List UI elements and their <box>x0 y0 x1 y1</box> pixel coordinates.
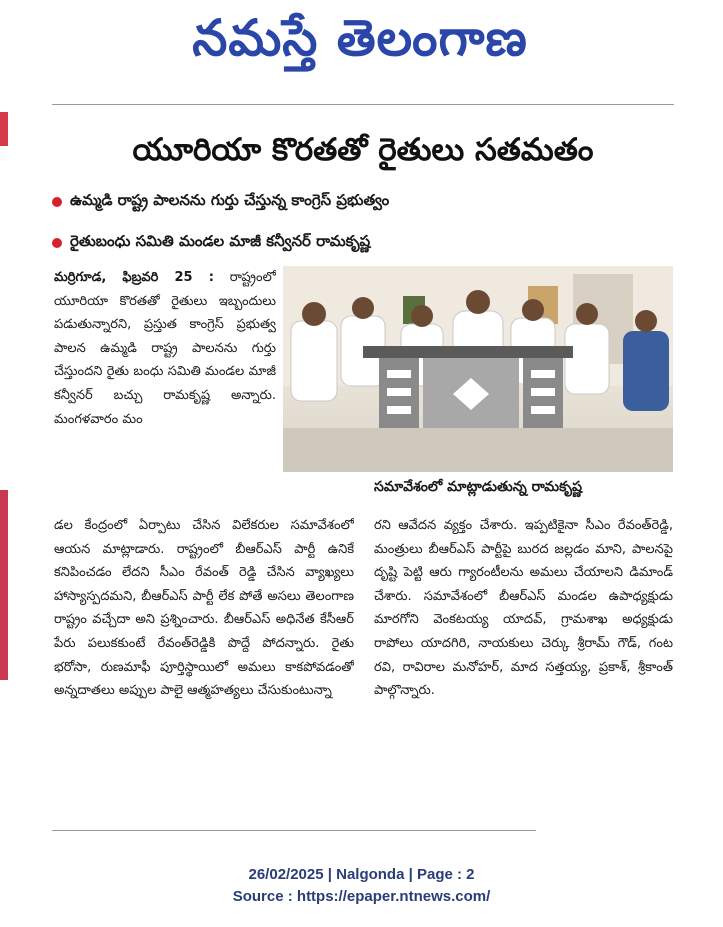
photo-caption: సమావేశంలో మాట్లాడుతున్న రామకృష్ణ <box>374 478 582 495</box>
article-column-2 <box>374 514 673 826</box>
article-column-1-top <box>54 266 276 514</box>
bullet-point <box>52 190 389 214</box>
article-photo <box>283 266 673 472</box>
adjacent-photo-fragment <box>0 490 8 680</box>
edition-info: 26/02/2025 | Nalgonda | Page : 2 <box>248 866 475 883</box>
top-divider <box>52 104 674 105</box>
source-link[interactable]: Source : https://epaper.ntnews.com/ <box>232 888 491 905</box>
dateline: మర్రిగూడ, ఫిబ్రవరి 25 : <box>54 270 214 285</box>
article-headline: యూరియా కొరతతో రైతులు సతమతం <box>132 131 594 168</box>
bullet-dot-icon <box>52 238 62 248</box>
body-text: రని ఆవేదన వ్యక్తం చేశారు. ఇప్పటికైనా సీఎం రేవంత్‌రెడ్డి, మంత్రులు బీఆర్ఎస్ పార్టీపై బురద జల్లడం మాని, పాలనపై దృష్టి పెట్టి ఆరు గ్యారంటీలను అమలు చేయాలని డిమాండ్ చేశారు. సమావేశంలో బీఆర్ఎస్ మండల ఉపాధ్యక్షుడు మారగోని వెంకటయ్య యాదవ్, గ్రామశాఖ అధ్యక్షుడు రాపోలు యాదగిరి, నాయకులు చెర్కు శ్రీరామ్ గౌడ్, గంట రవి, రావిరాల మనోహర్, మాద సత్తయ్య, ప్రకాశ్, శ్రీకాంత్ పాల్గొన్నారు. <box>374 518 673 699</box>
press-meet-photo-illustration <box>283 266 673 472</box>
adjacent-column-strip <box>0 100 12 860</box>
body-text: డల కేంద్రంలో ఏర్పాటు చేసిన విలేకరుల సమావేశంలో ఆయన మాట్లాడారు. రాష్ట్రంలో బీఆర్ఎస్ పార్టీ ఉనికే కనిపించడం లేదని సీఎం రేవంత్ రెడ్డి చేసిన వ్యాఖ్యలు హాస్యాస్పదమని, బీఆర్ఎస్ పార్టీ లేక పోతే అసలు తెలంగాణ రాష్ట్రం వచ్చేదా అని ప్రశ్నించారు. బీఆర్ఎస్ అధినేత కేసీఆర్ పేరు పలుకకుంటే రేవంత్‌రెడ్డికి పొద్దే పోదన్నారు. రైతు భరోసా, రుణమాఫీ పూర్తిస్థాయిలో అమలు కాకపోవడంతో అన్నదాతలు అప్పుల పాలై ఆత్మహత్యలు చేసుకుంటున్నా <box>54 518 354 699</box>
bullet-dot-icon <box>52 197 62 207</box>
body-text: రాష్ట్రంలో యూరియా కొరతతో రైతులు ఇబ్బందులు పడుతున్నారని, ప్రస్తుత కాంగ్రెస్ ప్రభుత్వ పాలన ఉమ్మడి రాష్ట్ర పాలనను గుర్తు చేస్తుందని రైతు బంధు సమితి మండల మాజీ కన్వీనర్ బచ్చు రామకృష్ణ అన్నారు. మంగళవారం మం <box>54 270 276 427</box>
bullet-text: ఉమ్మడి రాష్ట్ర పాలనను గుర్తు చేస్తున్న కాంగ్రెస్ ప్రభుత్వం <box>70 191 390 209</box>
article-column-1-bottom <box>54 514 354 826</box>
bottom-divider <box>52 830 536 831</box>
adjacent-red-block <box>0 112 8 146</box>
bullet-point <box>52 231 370 255</box>
bullet-text: రైతుబంధు సమితి మండల మాజీ కన్వీనర్ రామకృష్ణ <box>70 232 371 250</box>
newspaper-masthead: నమస్తే తెలంగాణ <box>192 8 528 67</box>
